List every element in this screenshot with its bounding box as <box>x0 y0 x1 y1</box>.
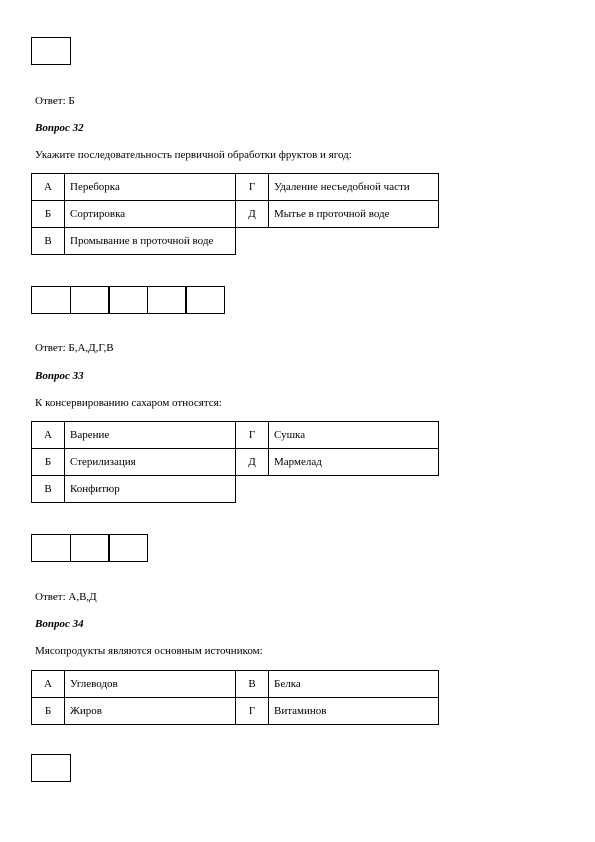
option-key: Д <box>236 201 269 228</box>
answer-boxes-q32 <box>31 286 225 314</box>
answer-q33: Ответ: А,В,Д <box>35 591 97 603</box>
options-table-q33 <box>31 421 439 503</box>
option-key: В <box>236 671 269 698</box>
option-label: Мармелад <box>269 449 439 476</box>
option-key: А <box>32 422 65 449</box>
options-table-q34 <box>31 670 439 725</box>
option-label: Варение <box>65 422 236 449</box>
option-key: Г <box>236 422 269 449</box>
answer-box[interactable] <box>70 286 110 314</box>
answer-box[interactable] <box>31 534 71 562</box>
question-title-q33: Вопрос 33 <box>35 370 84 382</box>
option-label: Сушка <box>269 422 439 449</box>
option-label: Жиров <box>65 698 236 725</box>
answer-q31: Ответ: Б <box>35 95 75 107</box>
option-key: В <box>32 228 65 255</box>
answer-box[interactable] <box>31 754 71 782</box>
option-key: Б <box>32 698 65 725</box>
option-label: Стерилизация <box>65 449 236 476</box>
question-title-q32: Вопрос 32 <box>35 122 84 134</box>
question-text-q34: Мясопродукты являются основным источником: <box>35 645 263 657</box>
option-key: А <box>32 174 65 201</box>
answer-boxes-q31 <box>31 37 71 65</box>
option-label: Переборка <box>65 174 236 201</box>
option-label: Сортировка <box>65 201 236 228</box>
question-text-q32: Укажите последовательность первичной обработки фруктов и ягод: <box>35 149 352 161</box>
option-key: Г <box>236 698 269 725</box>
option-key: Б <box>32 449 65 476</box>
answer-q32: Ответ: Б,А,Д,Г,В <box>35 342 114 354</box>
answer-box[interactable] <box>147 286 187 314</box>
option-label: Удаление несъедобной части <box>269 174 439 201</box>
question-title-q34: Вопрос 34 <box>35 618 84 630</box>
question-text-q33: К консервированию сахаром относятся: <box>35 397 222 409</box>
option-label: Белка <box>269 671 439 698</box>
answer-boxes-q33 <box>31 534 148 562</box>
option-label: Углеводов <box>65 671 236 698</box>
option-key: В <box>32 476 65 503</box>
answer-box[interactable] <box>108 534 148 562</box>
answer-box[interactable] <box>185 286 225 314</box>
option-label: Витаминов <box>269 698 439 725</box>
option-key: Г <box>236 174 269 201</box>
answer-box[interactable] <box>70 534 110 562</box>
answer-box[interactable] <box>31 286 71 314</box>
options-table-q32 <box>31 173 439 255</box>
option-label: Промывание в проточной воде <box>65 228 236 255</box>
option-key: А <box>32 671 65 698</box>
answer-boxes-q34 <box>31 754 71 782</box>
answer-box[interactable] <box>108 286 148 314</box>
option-label: Конфитюр <box>65 476 236 503</box>
option-key: Б <box>32 201 65 228</box>
answer-box[interactable] <box>31 37 71 65</box>
option-key: Д <box>236 449 269 476</box>
option-label: Мытье в проточной воде <box>269 201 439 228</box>
